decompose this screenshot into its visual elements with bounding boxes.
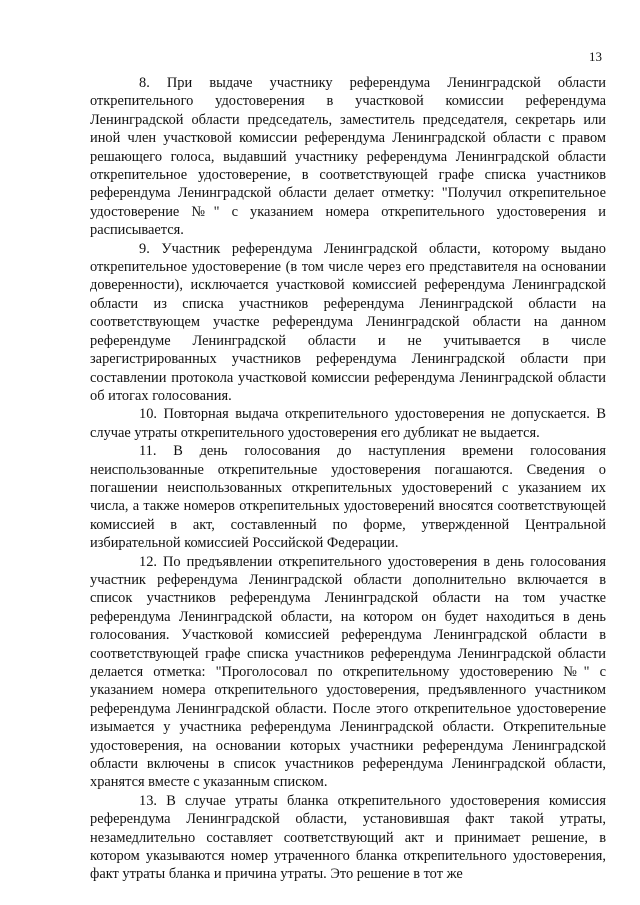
- paragraph-13: 13. В случае утраты бланка открепительного удостоверения комиссия референдума Ленинградской области, установившая факт такой утраты, незамедлительно составляет соответствующий акт и принимает решение, в котором указываются номер утраченного бланка открепительного удостоверения, факт утраты бланка и причина утраты. Это решение в тот же: [90, 792, 606, 883]
- paragraph-12: 12. По предъявлении открепительного удостоверения в день голосования участник референдума Ленинградской области дополнительно включается в список участников референдума Ленинградской области на том участке референдума Ленинградской области, на котором он будет находиться в день голосования. Участковой комиссией референдума Ленинградской области в соответствующей графе списка участников референдума Ленинградской области делается отметка: "Проголосовал по открепительному удостоверению №" с указанием номера открепительного удостоверения, предъявленного участником референдума Ленинградской области. После этого открепительное удостоверение изымается у участника референдума Ленинградской области. Открепительные удостоверения, на основании которых участники референдума Ленинградской области включены в список участников референдума Ленинградской области, хранятся вместе с указанным списком.: [90, 553, 606, 791]
- paragraph-9: 9. Участник референдума Ленинградской области, которому выдано открепительное удостоверение (в том числе через его представителя на основании доверенности), исключается участковой комиссией референдума Ленинградской области из списка участников референдума Ленинградской области на соответствующем участке референдума Ленинградской области на данном референдуме Ленинградской области и не учитывается в числе зарегистрированных участников референдума Ленинградской области при составлении протокола участковой комиссии референдума Ленинградской области об итогах голосования.: [90, 240, 606, 404]
- paragraph-11: 11. В день голосования до наступления времени голосования неиспользованные открепительные удостоверения погашаются. Сведения о погашении неиспользованных открепительных удостоверений с указанием их числа, а также номеров открепительных удостоверений вносятся соответствующей комиссией в акт, составленный по форме, утвержденной Центральной избирательной комиссией Российской Федерации.: [90, 443, 606, 552]
- paragraph-8: 8. При выдаче участнику референдума Ленинградской области открепительного удостоверения в участковой комиссии референдума Ленинградской области председатель, заместитель председателя, секретарь или иной член участковой комиссии референдума Ленинградской области с правом решающего голоса, выдавший участнику референдума Ленинградской области открепительное удостоверение, в соответствующей графе списка участников референдума Ленинградской области делает отметку: "Получил открепительное удостоверение №" с указанием номера открепительного удостоверения и расписывается.: [90, 75, 606, 239]
- paragraph-10: 10. Повторная выдача открепительного удостоверения не допускается. В случае утраты открепительного удостоверения его дубликат не выдается.: [90, 406, 606, 441]
- document-body: [90, 74, 606, 884]
- page-number: 13: [589, 49, 602, 64]
